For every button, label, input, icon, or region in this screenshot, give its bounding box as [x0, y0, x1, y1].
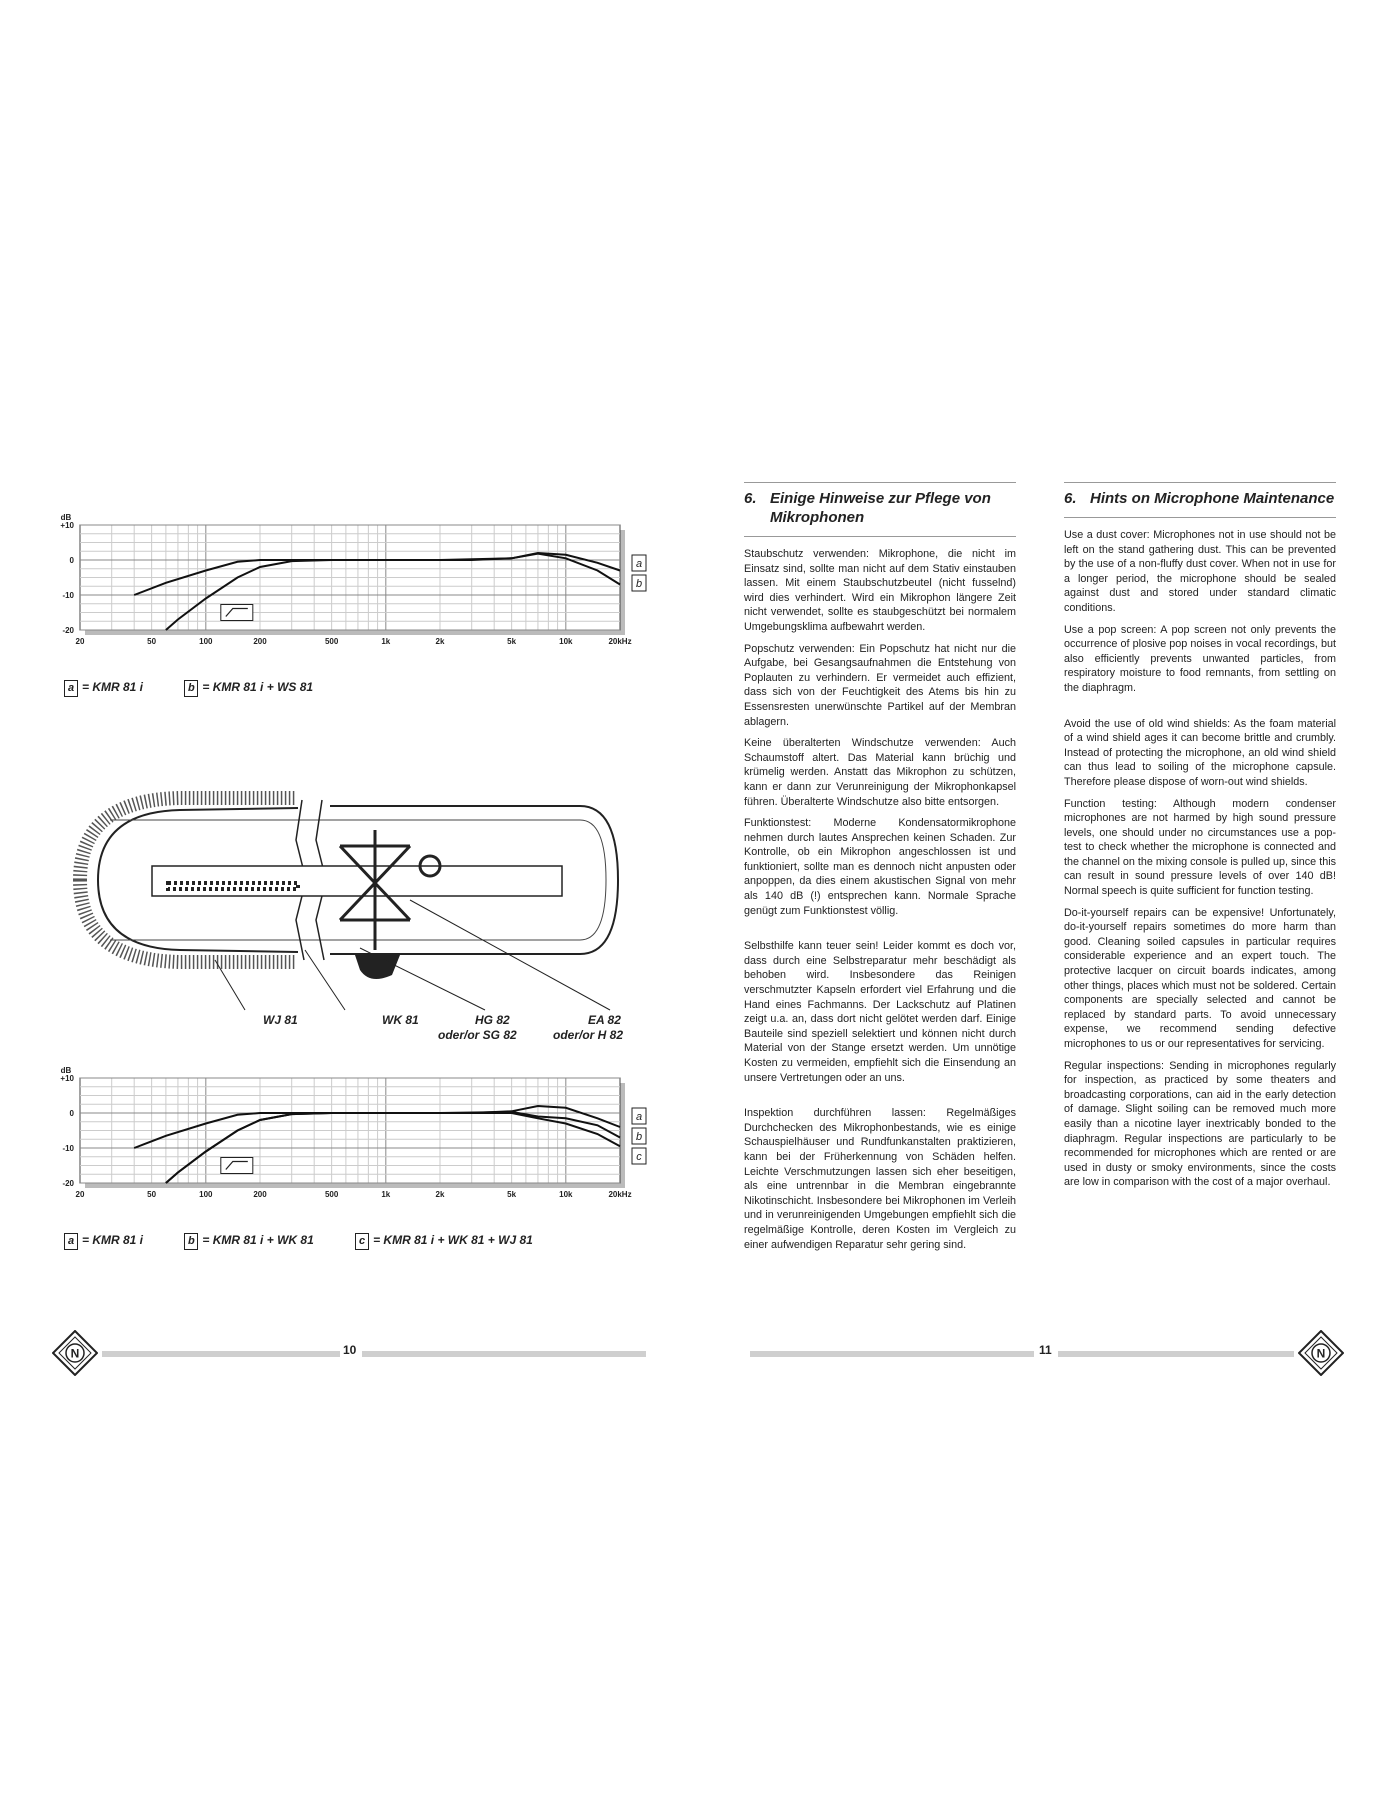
series-key-label-a: a [635, 558, 643, 570]
english-paragraph: Regular inspections: Sending in microphones regularly for inspection, as practiced by some theaters and broadcasting corporations, can aid in the early detection of damage. Slight soiling can be removed much more easily than a nicotine layer inextricably bonded to the diaphragm. Regular inspections are particularly to be recommended for microphones which are rented or are used in dusty or smoky environments, since the costs are low in comparison with the cost of a major overhaul. [1064, 1059, 1336, 1189]
chart-2-legend [64, 1233, 533, 1250]
x-tick-label: 10k [559, 637, 573, 646]
frequency-response-chart-2 [40, 1063, 660, 1213]
german-paragraph: Selbsthilfe kann teuer sein! Leider kommt es doch vor, dass durch eine Selbstreparatur mehr beschädigt als behoben wird. Insbesondere das Reinigen verschmutzter Kapseln erfordert viel Erfahrung und die Hand eines Fachmanns. Der Lackschutz auf Platinen zeigt u.a. an, dass dort nicht gelötet werden darf. Einige Bauteile sind speziell selektiert und können nicht durch Material von der Stange ersetzt werden. Um unnötige Kosten zu vermeiden, empfiehlt sich die Einsendung an unsere Vertretungen oder an uns. [744, 940, 1016, 1084]
y-axis-label: dB [60, 1066, 72, 1075]
highpass-filter-icon [221, 1158, 253, 1174]
x-tick-label: 500 [324, 1190, 339, 1199]
legend-item-a: a = KMR 81 i [64, 680, 143, 694]
chart-1-legend [64, 680, 313, 697]
footer-bar-right-b [1058, 1351, 1294, 1357]
x-tick-label: 100 [199, 1190, 213, 1199]
german-paragraph: Popschutz verwenden: Ein Popschutz hat nicht nur die Aufgabe, bei Gesangsaufnahmen die Entstehung von Poplauten zu verhindern. Er vermeidet auch effizient, dass sich von der Feuchtigkeit des Atems bis hin zu Essensresten unerwünschte Partikel auf der Membran ablagern. [744, 642, 1016, 728]
frequency-response-chart-1 [40, 510, 660, 660]
legend-item-b: b = KMR 81 i + WK 81 [184, 1233, 313, 1247]
y-tick-label: +10 [60, 1074, 74, 1083]
series-key-label-b: b [635, 578, 643, 590]
german-column [744, 482, 1016, 1259]
series-key-label-b: b [635, 1131, 643, 1143]
logo-letter: N [1316, 1346, 1326, 1361]
english-title: Hints on Microphone Maintenance [1090, 490, 1335, 507]
english-paragraph: Use a dust cover: Microphones not in use should not be left on the stand gathering dust. This can be prevented by the use of a non-fluffy dust cover. When not in use for a longer period, the microphone should be sealed against dust and stored under standard climatic conditions. [1064, 529, 1336, 614]
x-tick-label: 100 [199, 637, 213, 646]
series-key-label-a: a [635, 1111, 643, 1123]
english-paragraph: Use a pop screen: A pop screen not only prevents the occurrence of plosive pop noises in vocal recordings, but also efficiently prevents unwanted particles, from respiratory moisture to food remnants, from settling on the diaphragm. [1064, 623, 1336, 694]
x-tick-label: 5k [507, 637, 517, 646]
x-tick-label: 200 [253, 637, 267, 646]
legend-item-b: b = KMR 81 i + WS 81 [184, 680, 313, 694]
x-tick-label: 50 [147, 637, 157, 646]
english-heading: 6. Hints on Microphone Maintenance [1064, 489, 1336, 518]
x-tick-label: 2k [435, 1190, 445, 1199]
wind-shield-diagram [70, 770, 650, 1020]
x-tick-label: 20 [75, 637, 85, 646]
german-paragraph: Staubschutz verwenden: Mikrophone, die nicht im Einsatz sind, sollte man nicht auf dem Stativ einstauben lassen. Mit einem Staubschutzbeutel (nicht fusselnd) wird dies verhindert. Wird ein Mikrophon längere Zeit nicht verwendet, sollte es staubgeschützt bei normalem Umgebungsklima aufbewahrt werden. [744, 548, 1016, 633]
x-tick-label: 1k [381, 637, 391, 646]
footer-bar-right-a [750, 1351, 1034, 1357]
label-sg82: oder/or SG 82 [438, 1028, 517, 1042]
x-tick-label: 200 [253, 1190, 267, 1199]
english-column [1064, 482, 1336, 1197]
series-key-label-c: c [636, 1151, 642, 1163]
y-axis-label: dB [60, 513, 72, 522]
pistol-grip [355, 955, 400, 979]
page-number-right: 11 [1039, 1343, 1052, 1357]
y-tick-label: -20 [62, 626, 74, 635]
label-wj81: WJ 81 [263, 1013, 298, 1027]
label-wk81: WK 81 [382, 1013, 419, 1027]
y-tick-label: -10 [62, 591, 74, 600]
y-tick-label: +10 [60, 521, 74, 530]
microphone-body [152, 866, 562, 896]
y-tick-label: -10 [62, 1144, 74, 1153]
x-tick-label: 20 [75, 1190, 85, 1199]
y-tick-label: -20 [62, 1179, 74, 1188]
legend-item-c: c = KMR 81 i + WK 81 + WJ 81 [355, 1233, 533, 1247]
highpass-filter-icon [221, 605, 253, 621]
page-number-left: 10 [343, 1343, 357, 1357]
x-tick-label: 2k [435, 637, 445, 646]
footer-bar-left-a [102, 1351, 340, 1357]
logo-letter: N [70, 1346, 80, 1361]
label-h82: oder/or H 82 [553, 1028, 624, 1042]
x-tick-label: 20kHz [608, 1190, 632, 1199]
x-tick-label: 10k [559, 1190, 573, 1199]
label-hg82: HG 82 [475, 1013, 510, 1027]
german-paragraph: Keine überalterten Windschutze verwenden: Auch Schaumstoff altert. Das Material kann brüchig und krümelig werden. Anstatt das Mikrophon zu schützen, kann er dann zur Verunreinigung der Mikrophonkapsel führen. Überalterte Windschutze also bitte entsorgen. [744, 737, 1016, 808]
neumann-logo-right [1298, 1330, 1344, 1376]
y-tick-label: 0 [69, 1109, 74, 1118]
neumann-logo-left [52, 1330, 98, 1376]
legend-item-a: a = KMR 81 i [64, 1233, 143, 1247]
x-tick-label: 50 [147, 1190, 157, 1199]
english-paragraph: Do-it-yourself repairs can be expensive! Unfortunately, do-it-yourself repairs sometimes do more harm than good. Cleaning soiled capsules in particular requires considerable experience and an expert touch. The protective lacquer on circuit boards indicates, among other things, places which must not be soldered. Certain components are specially selected and cannot be replaced by standard parts. To avoid unnecessary expense, we recommend sending defective microphones to us or our representatives for servicing. [1064, 906, 1336, 1050]
german-title: Einige Hinweise zur Pflege von Mikrophonen [770, 490, 991, 526]
footer-bar-left-b [362, 1351, 646, 1357]
label-ea82: EA 82 [588, 1013, 621, 1027]
german-heading: 6. Einige Hinweise zur Pflege von Mikrophonen [744, 489, 1016, 537]
german-paragraph: Inspektion durchführen lassen: Regelmäßiges Durchchecken des Mikrophonbestands, wie es einige Schauspielhäuser und Rundfunkanstalten praktizieren, kann bei der Früherkennung von Schäden helfen. Leichte Verschmutzungen lassen sich eher beseitigen, als eine untrennbar in die Membran eingebrannte Nikotinschicht. Insbesondere bei Mikrophonen im Verleih und in verunreinigenden Umgebungen empfiehlt sich die regelmäßige Kontrolle, deren Kosten im Vergleich zu einer aufwendigen Reparatur sehr gering sind. [744, 1107, 1016, 1251]
x-tick-label: 5k [507, 1190, 517, 1199]
y-tick-label: 0 [69, 556, 74, 565]
x-tick-label: 20kHz [608, 637, 632, 646]
english-paragraph: Avoid the use of old wind shields: As the foam material of a wind shield ages it can become brittle and crumbly. Instead of protecting the microphone, an old wind shield can thus lead to soiling of the microphone capsule. Therefore please dispose of worn-out wind shields. [1064, 717, 1336, 788]
german-paragraph: Funktionstest: Moderne Kondensatormikrophone nehmen durch lautes Ansprechen keinen Schaden. Zur Kontrolle, ob ein Mikrophon angeschlossen ist und funktioniert, sollte man es dennoch nicht anpusten oder anpoppen, da dies einem akustischen Signal von mehr als 140 dB (!) entsprechen kann. Normale Sprache genügt zum Funktionstest völlig. [744, 817, 1016, 917]
english-paragraph: Function testing: Although modern condenser microphones are not harmed by high sound pressure levels, one should under no circumstances use a pop-test to check whether the microphone is connected and the channel on the mixing console is pulled up, since this can result in sound pressure levels of over 140 dB! Normal speech is quite sufficient for function testing. [1064, 797, 1336, 898]
x-tick-label: 500 [324, 637, 339, 646]
x-tick-label: 1k [381, 1190, 391, 1199]
